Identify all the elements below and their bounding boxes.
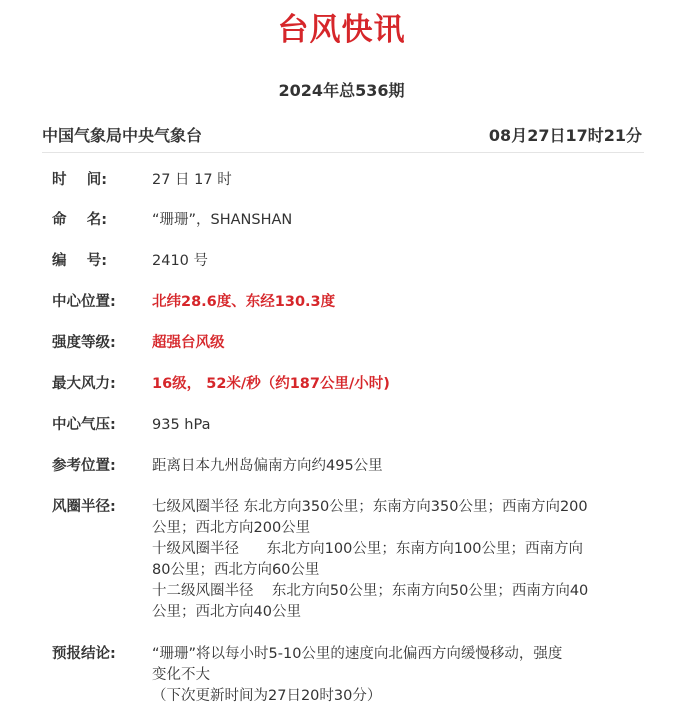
field-forecast-value [152, 644, 632, 707]
field-intensity-level-value: 超强台风级 [152, 335, 225, 351]
wind-radius-line: 十级风圈半径 东北方向100公里；东南方向100公里；西南方向 [152, 541, 584, 557]
forecast-line: 变化不大 [152, 667, 210, 683]
field-center-pressure-value: 935 hPa [152, 417, 211, 433]
field-number-value: 2410 号 [152, 253, 209, 269]
field-time-label: 时 间: [52, 172, 107, 188]
field-max-wind-label: 最大风力: [52, 376, 116, 392]
field-forecast-label: 预报结论: [52, 646, 116, 662]
field-max-wind-value: 16级， 52米/秒（约187公里/小时) [152, 376, 390, 392]
field-center-position-value: 北纬28.6度、东经130.3度 [152, 294, 336, 310]
issue-datetime: 08月27日17时21分 [488, 126, 642, 145]
field-center-position-label: 中心位置: [52, 294, 116, 310]
field-wind-radius-value [152, 497, 632, 623]
wind-radius-line: 十二级风圈半径 东北方向50公里；东南方向50公里；西南方向40 [152, 583, 589, 599]
header-divider [42, 152, 644, 153]
field-reference-position-label: 参考位置: [52, 458, 116, 474]
bulletin-title: 台风快讯 [277, 12, 406, 48]
forecast-line: （下次更新时间为27日20时30分） [152, 688, 382, 704]
issue-number: 2024年总536期 [278, 81, 405, 100]
wind-radius-line: 80公里；西北方向60公里 [152, 562, 320, 578]
forecast-line: “珊珊”将以每小时5-10公里的速度向北偏西方向缓慢移动，强度 [152, 646, 563, 662]
field-wind-radius-label: 风圈半径: [52, 499, 116, 515]
wind-radius-line: 七级风圈半径 东北方向350公里；东南方向350公里；西南方向200 [152, 499, 588, 515]
field-intensity-level-label: 强度等级: [52, 335, 116, 351]
bulletin-header [42, 124, 642, 148]
field-number-label: 编 号: [52, 253, 107, 269]
field-name-value: “珊珊”，SHANSHAN [152, 212, 293, 228]
wind-radius-line: 公里；西北方向200公里 [152, 520, 311, 536]
field-reference-position-value: 距离日本九州岛偏南方向约495公里 [152, 458, 383, 474]
issuing-organization: 中国气象局中央气象台 [42, 126, 203, 145]
field-time-value: 27 日 17 时 [152, 172, 232, 188]
field-name-label: 命 名: [52, 212, 107, 228]
field-center-pressure-label: 中心气压: [52, 417, 116, 433]
wind-radius-line: 公里；西北方向40公里 [152, 604, 301, 620]
